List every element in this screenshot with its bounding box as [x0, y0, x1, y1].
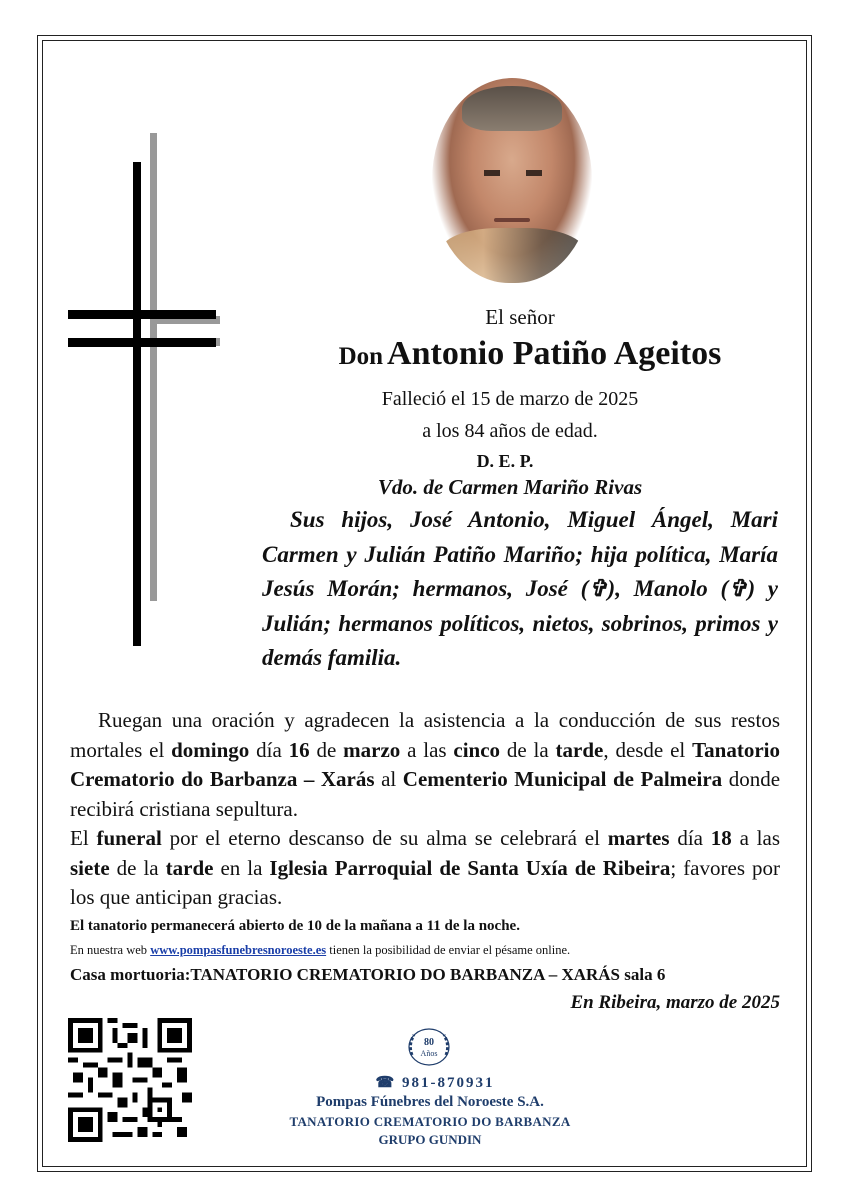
cross-grey-vertical [150, 133, 157, 601]
portrait-mouth [494, 218, 530, 222]
family-text-1: Sus hijos, José Antonio, Miguel Ángel, Mari Carmen y Julián Patiño Mariño; hija política, María Jesús Morán; hermanos, José ( [262, 507, 778, 601]
phone-icon: ☎ [375, 1075, 397, 1091]
cross-black-vertical [133, 162, 141, 646]
procession-paragraph: Ruegan una oración y agradecen la asistencia a la conducción de sus restos mortales el domingo día 16 de marzo a las cinco de la tarde, desde el Tanatorio Crematorio do Barbanza – Xarás al Cementerio Municipal de Palmeira donde recibirá cristiana sepultura. [70, 708, 781, 821]
age-text: a los 84 años de edad. [422, 420, 598, 442]
portrait-scarf [440, 228, 585, 283]
svg-text:Años: Años [420, 1049, 438, 1058]
svg-text:80: 80 [424, 1037, 434, 1048]
cross-small-icon: ✞ [728, 576, 748, 601]
portrait-photo [432, 78, 592, 283]
deceased-name-line [265, 335, 795, 373]
dep-text: D. E. P. [476, 451, 534, 471]
casa-mortuoria: Casa mortuoria:TANATORIO CREMATORIO DO BARBANZA – XARÁS sala 6 [70, 965, 666, 984]
tanatorio-hours: El tanatorio permanecerá abierto de 10 de la mañana a 11 de la noche. [70, 918, 520, 934]
family-text-2: ), Manolo ( [607, 576, 729, 601]
tanatorio-name: TANATORIO CREMATORIO DO BARBANZA [289, 1114, 571, 1129]
death-date: Falleció el 15 de marzo de 2025 [381, 388, 639, 410]
place-date: En Ribeira, marzo de 2025 [570, 992, 780, 1013]
website-link[interactable]: www.pompasfunebresnoroeste.es [150, 943, 327, 957]
portrait-hair [462, 86, 562, 131]
phone-number[interactable] [360, 1073, 510, 1092]
cross-black-bar-bottom [68, 338, 216, 347]
widower-text: Vdo. de Carmen Mariño Rivas [377, 475, 643, 499]
funeral-paragraph: El funeral por el eterno descanso de su alma se celebrará el martes día 18 a las siete de la tarde en la Iglesia Parroquial de Santa Uxía de Ribeira; favores por los que anticipan gracias. [70, 826, 780, 909]
web-notice: En nuestra web www.pompasfunebresnoroeste.es tienen la posibilidad de enviar el pésame online. [70, 943, 571, 957]
phone-text: 981-870931 [401, 1075, 495, 1091]
qr-code-icon[interactable] [68, 1018, 192, 1142]
group-name: GRUPO GUNDIN [378, 1132, 482, 1147]
company-name: Pompas Fúnebres del Noroeste S.A. [316, 1094, 544, 1110]
anniversary-badge-icon [404, 1025, 454, 1069]
cross-small-icon: ✞ [588, 576, 608, 601]
deceased-name: Antonio Patiño Ageitos [387, 335, 722, 372]
portrait-eyes [484, 170, 542, 176]
family-text-3: ) y Julián; hermanos políticos, nietos, sobrinos, primos y demás familia. [262, 576, 779, 670]
intro-text: El señor [485, 305, 555, 329]
cross-black-bar-top [68, 310, 216, 319]
family-list [262, 503, 778, 676]
honorific: Don [338, 343, 384, 370]
